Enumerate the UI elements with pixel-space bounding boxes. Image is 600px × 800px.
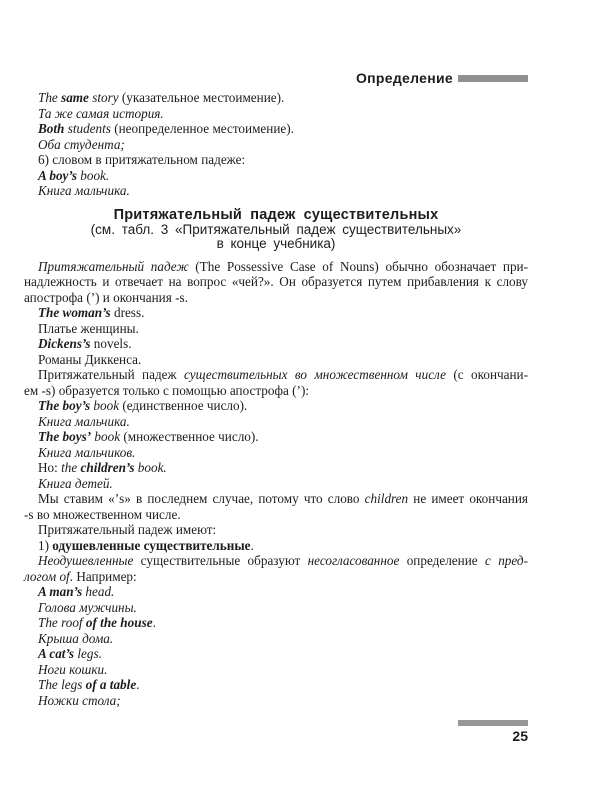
- text-segment: children: [364, 491, 409, 506]
- text-line: [24, 522, 528, 538]
- text-segment: определение: [399, 553, 485, 568]
- text-line: [24, 460, 528, 476]
- text-segment: Притяжательный падеж имеют:: [38, 522, 217, 537]
- text-segment: same: [61, 90, 89, 105]
- text-segment: одушевленные существительные: [52, 537, 251, 553]
- text-segment: The woman’s: [38, 305, 111, 320]
- text-segment: A cat’s: [38, 646, 75, 661]
- text-segment: children’s: [80, 460, 135, 475]
- section-heading: [24, 208, 528, 252]
- text-segment: .: [152, 615, 156, 630]
- text-block-main: [24, 259, 528, 709]
- text-segment: Оба студента;: [38, 136, 125, 152]
- text-line: [24, 168, 528, 184]
- text-segment: Притяжательный падеж: [38, 258, 196, 274]
- text-line: [24, 336, 528, 352]
- text-segment: book.: [134, 460, 167, 475]
- text-segment: dress.: [110, 305, 145, 320]
- text-line: [24, 584, 528, 600]
- text-segment: (единственное число).: [122, 398, 248, 413]
- text-segment: 1): [38, 537, 53, 553]
- text-line: [24, 429, 528, 445]
- section-title: Притяжательный падеж существительных: [113, 206, 439, 223]
- text-segment: legs.: [74, 646, 102, 661]
- text-segment: The legs: [38, 677, 86, 692]
- text-line: [24, 445, 528, 461]
- text-segment: The roof: [38, 615, 86, 630]
- text-segment: Платье женщины.: [38, 320, 139, 336]
- text-segment: Книга мальчиков.: [38, 444, 136, 460]
- text-segment: The: [38, 90, 62, 105]
- text-line: [24, 538, 528, 554]
- text-segment: не имеет окончания: [408, 491, 528, 506]
- text-line: [24, 183, 528, 199]
- text-segment: .: [250, 537, 254, 553]
- text-segment: A man’s: [38, 584, 83, 599]
- text-line: [24, 290, 528, 306]
- text-line: [24, 398, 528, 414]
- text-segment: The boys’: [38, 429, 92, 444]
- text-segment: надлежность и отвечает на вопрос «чей?». Он образуется путем прибавления к слову: [24, 274, 528, 289]
- text-segment: Книга мальчика.: [38, 413, 130, 429]
- text-segment: head.: [82, 584, 115, 599]
- text-segment: Романы Диккенса.: [38, 351, 142, 367]
- text-line: [24, 367, 528, 383]
- text-segment: (с окончани-: [453, 367, 529, 382]
- text-segment: ем -s) образуется только с помощью апострофа (’):: [24, 382, 309, 398]
- text-line: [24, 662, 528, 678]
- text-segment: Притяжательный падеж: [38, 367, 185, 382]
- text-line: [24, 507, 528, 523]
- page-body: [24, 90, 528, 708]
- text-line: [24, 615, 528, 631]
- text-segment: апострофа (’) и окончания -s.: [24, 289, 188, 305]
- text-segment: Both: [38, 121, 65, 136]
- text-segment: (The Possessive Case of Nouns) обычно обозначает при-: [195, 258, 529, 274]
- text-segment: novels.: [90, 336, 132, 351]
- text-line: [24, 90, 528, 106]
- text-line: [24, 321, 528, 337]
- text-line: [24, 476, 528, 492]
- footer-divider-bar: [458, 720, 528, 726]
- text-segment: логом of: [24, 568, 70, 584]
- text-segment: Ноги кошки.: [38, 661, 108, 677]
- text-line: [24, 121, 528, 137]
- text-line: [24, 631, 528, 647]
- text-segment: .: [136, 677, 140, 692]
- text-segment: Неодушевленные: [38, 553, 134, 568]
- text-segment: students: [64, 121, 115, 136]
- text-segment: of the house: [85, 615, 153, 630]
- text-segment: book: [91, 429, 124, 444]
- text-line: [24, 305, 528, 321]
- text-line: [24, 137, 528, 153]
- section-subtitle-line-2: в конце учебника): [216, 236, 336, 251]
- text-line: [24, 553, 528, 569]
- text-segment: Dickens’s: [38, 336, 91, 351]
- section-subtitle-line-1: (см. табл. 3 «Притяжательный падеж существительных»: [90, 221, 462, 237]
- text-segment: 6) словом в притяжательном падеже:: [38, 152, 246, 167]
- text-block-intro: [24, 90, 528, 199]
- text-line: [24, 274, 528, 290]
- text-segment: of a table: [85, 677, 137, 692]
- text-line: [24, 414, 528, 430]
- header-divider-bar: [458, 75, 528, 82]
- text-segment: (множественное число).: [123, 429, 259, 444]
- text-line: [24, 383, 528, 399]
- text-segment: Книга мальчика.: [38, 183, 130, 198]
- text-line: [24, 646, 528, 662]
- text-segment: Крыша дома.: [38, 630, 114, 646]
- text-segment: the: [61, 460, 81, 475]
- text-line: [24, 152, 528, 168]
- text-segment: The boy’s: [38, 398, 91, 413]
- text-segment: . Например:: [69, 568, 137, 584]
- text-segment: Книга детей.: [38, 475, 113, 491]
- text-line: [24, 491, 528, 507]
- text-line: [24, 677, 528, 693]
- text-line: [24, 600, 528, 616]
- text-line: [24, 569, 528, 585]
- text-segment: Та же самая история.: [38, 105, 164, 121]
- text-segment: Ножки стола;: [38, 692, 121, 708]
- text-segment: (неопределенное местоимение).: [114, 121, 294, 136]
- running-header-label: Определение: [355, 70, 453, 86]
- text-line: [24, 693, 528, 709]
- text-segment: -s во множественном числе.: [24, 506, 181, 522]
- text-line: [24, 259, 528, 275]
- text-segment: A boy’s: [38, 167, 77, 183]
- text-segment: book.: [76, 167, 110, 183]
- text-segment: Голова мужчины.: [38, 599, 137, 615]
- text-segment: с пред-: [484, 553, 528, 568]
- text-segment: Мы ставим «’s» в последнем случае, потому что слово: [38, 491, 365, 506]
- text-segment: Но:: [38, 460, 62, 475]
- running-header: [356, 70, 528, 86]
- text-segment: (указательное местоимение).: [121, 90, 285, 105]
- text-segment: book: [90, 398, 123, 413]
- text-segment: story: [88, 90, 122, 105]
- page-number: 25: [512, 728, 528, 744]
- text-segment: существительных во множественном числе: [184, 367, 454, 382]
- text-line: [24, 352, 528, 368]
- text-line: [24, 106, 528, 122]
- text-segment: несогласованное: [307, 553, 400, 568]
- text-segment: существительные образуют: [133, 553, 308, 568]
